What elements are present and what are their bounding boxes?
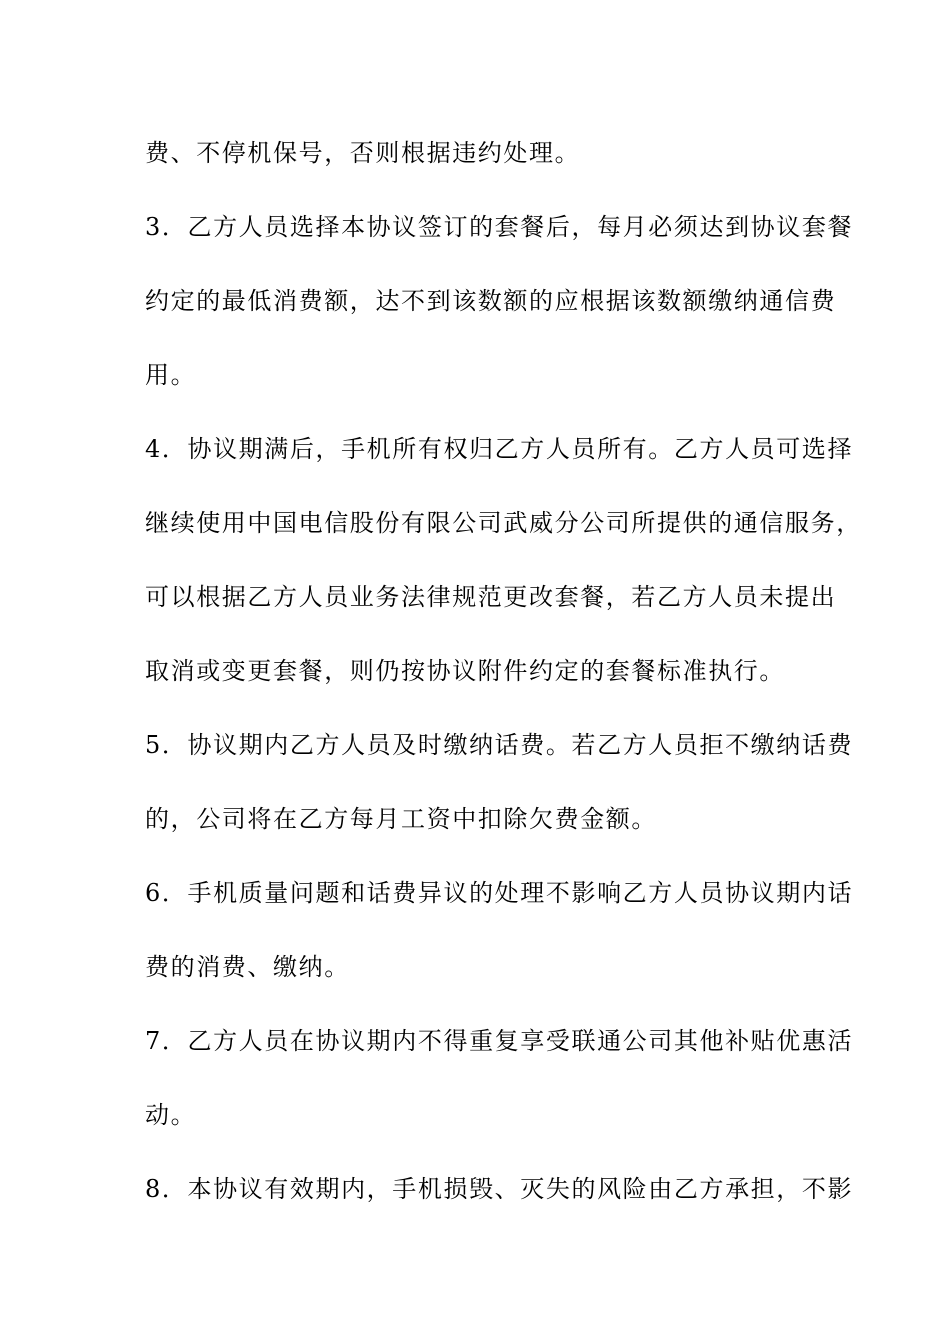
text-line: 5．协议期内乙方人员及时缴纳话费。若乙方人员拒不缴纳话费 <box>145 731 854 759</box>
text-line: 可以根据乙方人员业务法律规范更改套餐，若乙方人员未提出 <box>145 583 837 611</box>
text-line: 约定的最低消费额，达不到该数额的应根据该数额缴纳通信费 <box>145 287 837 315</box>
text-line: 费、不停机保号，否则根据违约处理。 <box>145 139 581 167</box>
text-line: 8．本协议有效期内，手机损毁、灭失的风险由乙方承担，不影 <box>145 1175 854 1203</box>
text-line: 4．协议期满后，手机所有权归乙方人员所有。乙方人员可选择 <box>145 435 854 463</box>
text-line: 继续使用中国电信股份有限公司武威分公司所提供的通信服务， <box>145 509 862 537</box>
text-line: 动。 <box>145 1101 197 1129</box>
text-line: 6．手机质量问题和话费异议的处理不影响乙方人员协议期内话 <box>145 879 854 907</box>
text-line: 7．乙方人员在协议期内不得重复享受联通公司其他补贴优惠活 <box>145 1027 854 1055</box>
text-line: 取消或变更套餐，则仍按协议附件约定的套餐标准执行。 <box>145 657 785 685</box>
text-line: 的，公司将在乙方每月工资中扣除欠费金额。 <box>145 805 657 833</box>
text-line: 用。 <box>145 361 197 389</box>
text-line: 3．乙方人员选择本协议签订的套餐后，每月必须达到协议套餐 <box>145 213 854 241</box>
document-body <box>145 128 862 1238</box>
text-line: 费的消费、缴纳。 <box>145 953 350 981</box>
